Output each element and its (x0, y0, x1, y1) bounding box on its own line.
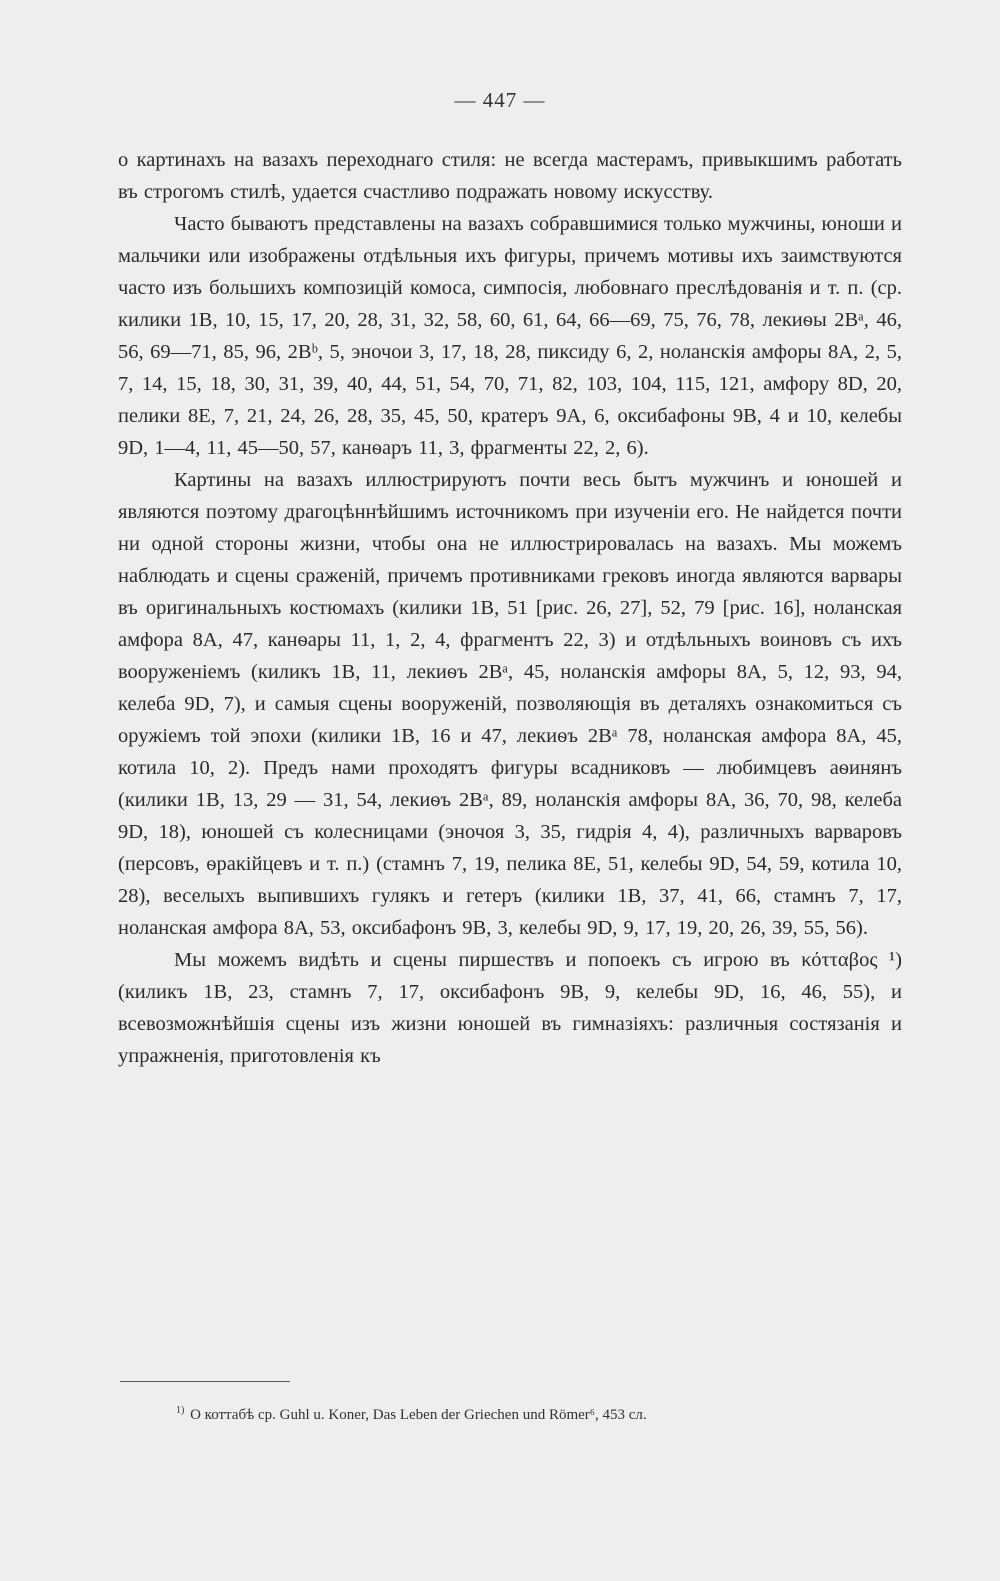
footnote-text: О коттабѣ ср. Guhl u. Koner, Das Leben der Griechen und Römer⁶, 453 сл. (190, 1407, 647, 1423)
footnote-divider (120, 1381, 290, 1382)
paragraph-2: Часто бываютъ представлены на вазахъ собравшимися только мужчины, юноши и мальчики или изображены отдѣльныя ихъ фигуры, причемъ мотивы ихъ заимствуются часто изъ большихъ композицій комоса, симпосія, любовнаго преслѣдованія и т. п. (ср. килики 1B, 10, 15, 17, 20, 28, 31, 32, 58, 60, 61, 64, 66—69, 75, 76, 78, лекиѳы 2Bᵃ, 46, 56, 69—71, 85, 96, 2Bᵇ, 5, эночои 3, 17, 18, 28, пиксиду 6, 2, ноланскія амфоры 8A, 2, 5, 7, 14, 15, 18, 30, 31, 39, 40, 44, 51, 54, 70, 71, 82, 103, 104, 115, 121, амфору 8D, 20, пелики 8E, 7, 21, 24, 26, 28, 35, 45, 50, кратеръ 9A, 6, оксибафоны 9B, 4 и 10, келебы 9D, 1—4, 11, 45—50, 57, канѳаръ 11, 3, фрагменты 22, 2, 6). (118, 213, 902, 459)
footnote (176, 1400, 906, 1426)
page-number: — 447 — (454, 88, 546, 112)
footnote-mark: 1) (176, 1405, 185, 1416)
paragraph-1: о картинахъ на вазахъ переходнаго стиля: не всегда мастерамъ, привыкшимъ работать въ строгомъ стилѣ, удается счастливо подражать новому искусству. (118, 149, 902, 203)
paragraph-3: Картины на вазахъ иллюстрируютъ почти весь бытъ мужчинъ и юношей и являются поэтому драгоцѣннѣйшимъ источникомъ при изученіи его. Не найдется почти ни одной стороны жизни, чтобы она не иллюстрировалась на вазахъ. Мы можемъ наблюдать и сцены сраженій, причемъ противниками грековъ иногда являются варвары въ оригинальныхъ костюмахъ (килики 1B, 51 [рис. 26, 27], 52, 79 [рис. 16], ноланская амфора 8A, 47, канѳары 11, 1, 2, 4, фрагментъ 22, 3) и отдѣльныхъ воиновъ съ ихъ вооруженіемъ (киликъ 1B, 11, лекиѳъ 2Bᵃ, 45, ноланскія амфоры 8A, 5, 12, 93, 94, келеба 9D, 7), и самыя сцены вооруженій, позволяющія въ деталяхъ ознакомиться съ оружіемъ той эпохи (килики 1B, 16 и 47, лекиѳъ 2Bᵃ 78, ноланская амфора 8A, 45, котила 10, 2). Предъ нами проходятъ фигуры всадниковъ — любимцевъ аѳинянъ (килики 1B, 13, 29 — 31, 54, лекиѳъ 2Bᵃ, 89, ноланскія амфоры 8A, 36, 70, 98, келеба 9D, 18), юношей съ колесницами (эночоя 3, 35, гидрія 4, 4), различныхъ варваровъ (персовъ, ѳракійцевъ и т. п.) (стамнъ 7, 19, пелика 8E, 51, келебы 9D, 54, 59, котила 10, 28), веселыхъ выпившихъ гулякъ и гетеръ (килики 1B, 37, 41, 66, стамнъ 7, 17, ноланская амфора 8A, 53, оксибафонъ 9B, 3, келебы 9D, 9, 17, 19, 20, 26, 39, 55, 56). (118, 469, 902, 939)
body-text (118, 144, 902, 1072)
paragraph-4: Мы можемъ видѣть и сцены пиршествъ и попоекъ съ игрою въ κότταβος ¹) (киликъ 1B, 23, стамнъ 7, 17, оксибафонъ 9B, 9, келебы 9D, 16, 46, 55), и всевозможнѣйшія сцены изъ жизни юношей въ гимназіяхъ: различныя состязанія и упражненія, приготовленія къ (118, 949, 902, 1067)
